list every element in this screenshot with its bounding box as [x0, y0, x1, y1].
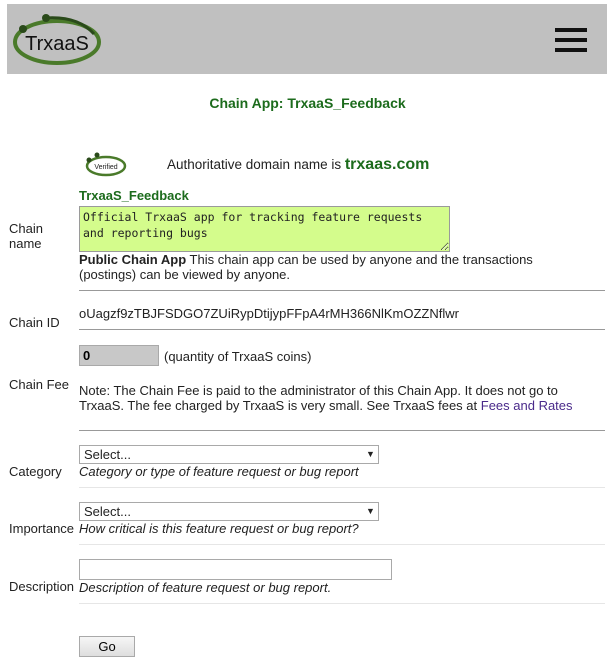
chain-fee-label: Chain Fee	[9, 377, 69, 392]
importance-label: Importance	[9, 521, 75, 536]
category-select[interactable]	[79, 445, 379, 464]
domain-name: trxaas.com	[344, 156, 430, 173]
label-line: name	[9, 236, 42, 251]
fees-and-rates-link[interactable]: Fees and Rates	[480, 398, 573, 413]
divider	[79, 603, 605, 604]
chain-description-textarea[interactable]	[79, 206, 450, 252]
chain-id-value: oUagzf9zTBJFSDGO7ZUiRypDtijypFFpA4rMH366NlKmOZZNflwr	[79, 306, 459, 321]
chain-fee-unit: (quantity of TrxaaS coins)	[164, 349, 312, 364]
chain-fee-input[interactable]	[79, 345, 159, 366]
divider	[79, 290, 605, 291]
chain-id-label: Chain ID	[9, 315, 60, 330]
public-chain-text: This chain app can be used by anyone and the transactions (postings) can be viewed by anyone.	[79, 252, 533, 282]
public-chain-note	[79, 252, 579, 282]
chain-name: TrxaaS_Feedback	[79, 188, 189, 203]
chain-name-label	[9, 221, 43, 251]
public-chain-label: Public Chain App	[79, 252, 187, 267]
go-button[interactable]: Go	[79, 636, 135, 657]
chain-fee-note	[79, 383, 599, 413]
note-text: Note: The Chain Fee is paid to the administrator of this Chain App. It does not go to TrxaaS. The fee charged by TrxaaS is very small. See TrxaaS fees at	[79, 383, 558, 413]
divider	[79, 430, 605, 431]
divider	[79, 544, 605, 545]
label-line: Chain	[9, 221, 43, 236]
verified-badge-icon	[82, 151, 128, 177]
domain-prefix: Authoritative domain name is	[167, 157, 345, 172]
trxaas-logo[interactable]	[8, 8, 104, 68]
importance-hint: How critical is this feature request or bug report?	[79, 521, 359, 536]
svg-text:Verified: Verified	[94, 164, 118, 171]
dropdown-arrow-icon: ▼	[366, 449, 375, 459]
category-label: Category	[9, 464, 62, 479]
description-input[interactable]	[79, 559, 392, 580]
description-label: Description	[9, 579, 75, 594]
page-title: Chain App: TrxaaS_Feedback	[209, 95, 406, 111]
divider	[79, 487, 605, 488]
authoritative-domain	[167, 156, 429, 174]
divider	[79, 329, 605, 330]
svg-text:TrxaaS: TrxaaS	[25, 33, 89, 55]
description-hint: Description of feature request or bug report.	[79, 580, 332, 595]
hamburger-icon[interactable]	[555, 28, 587, 58]
category-hint: Category or type of feature request or bug report	[79, 464, 359, 479]
dropdown-arrow-icon: ▼	[366, 506, 375, 516]
importance-select[interactable]	[79, 502, 379, 521]
